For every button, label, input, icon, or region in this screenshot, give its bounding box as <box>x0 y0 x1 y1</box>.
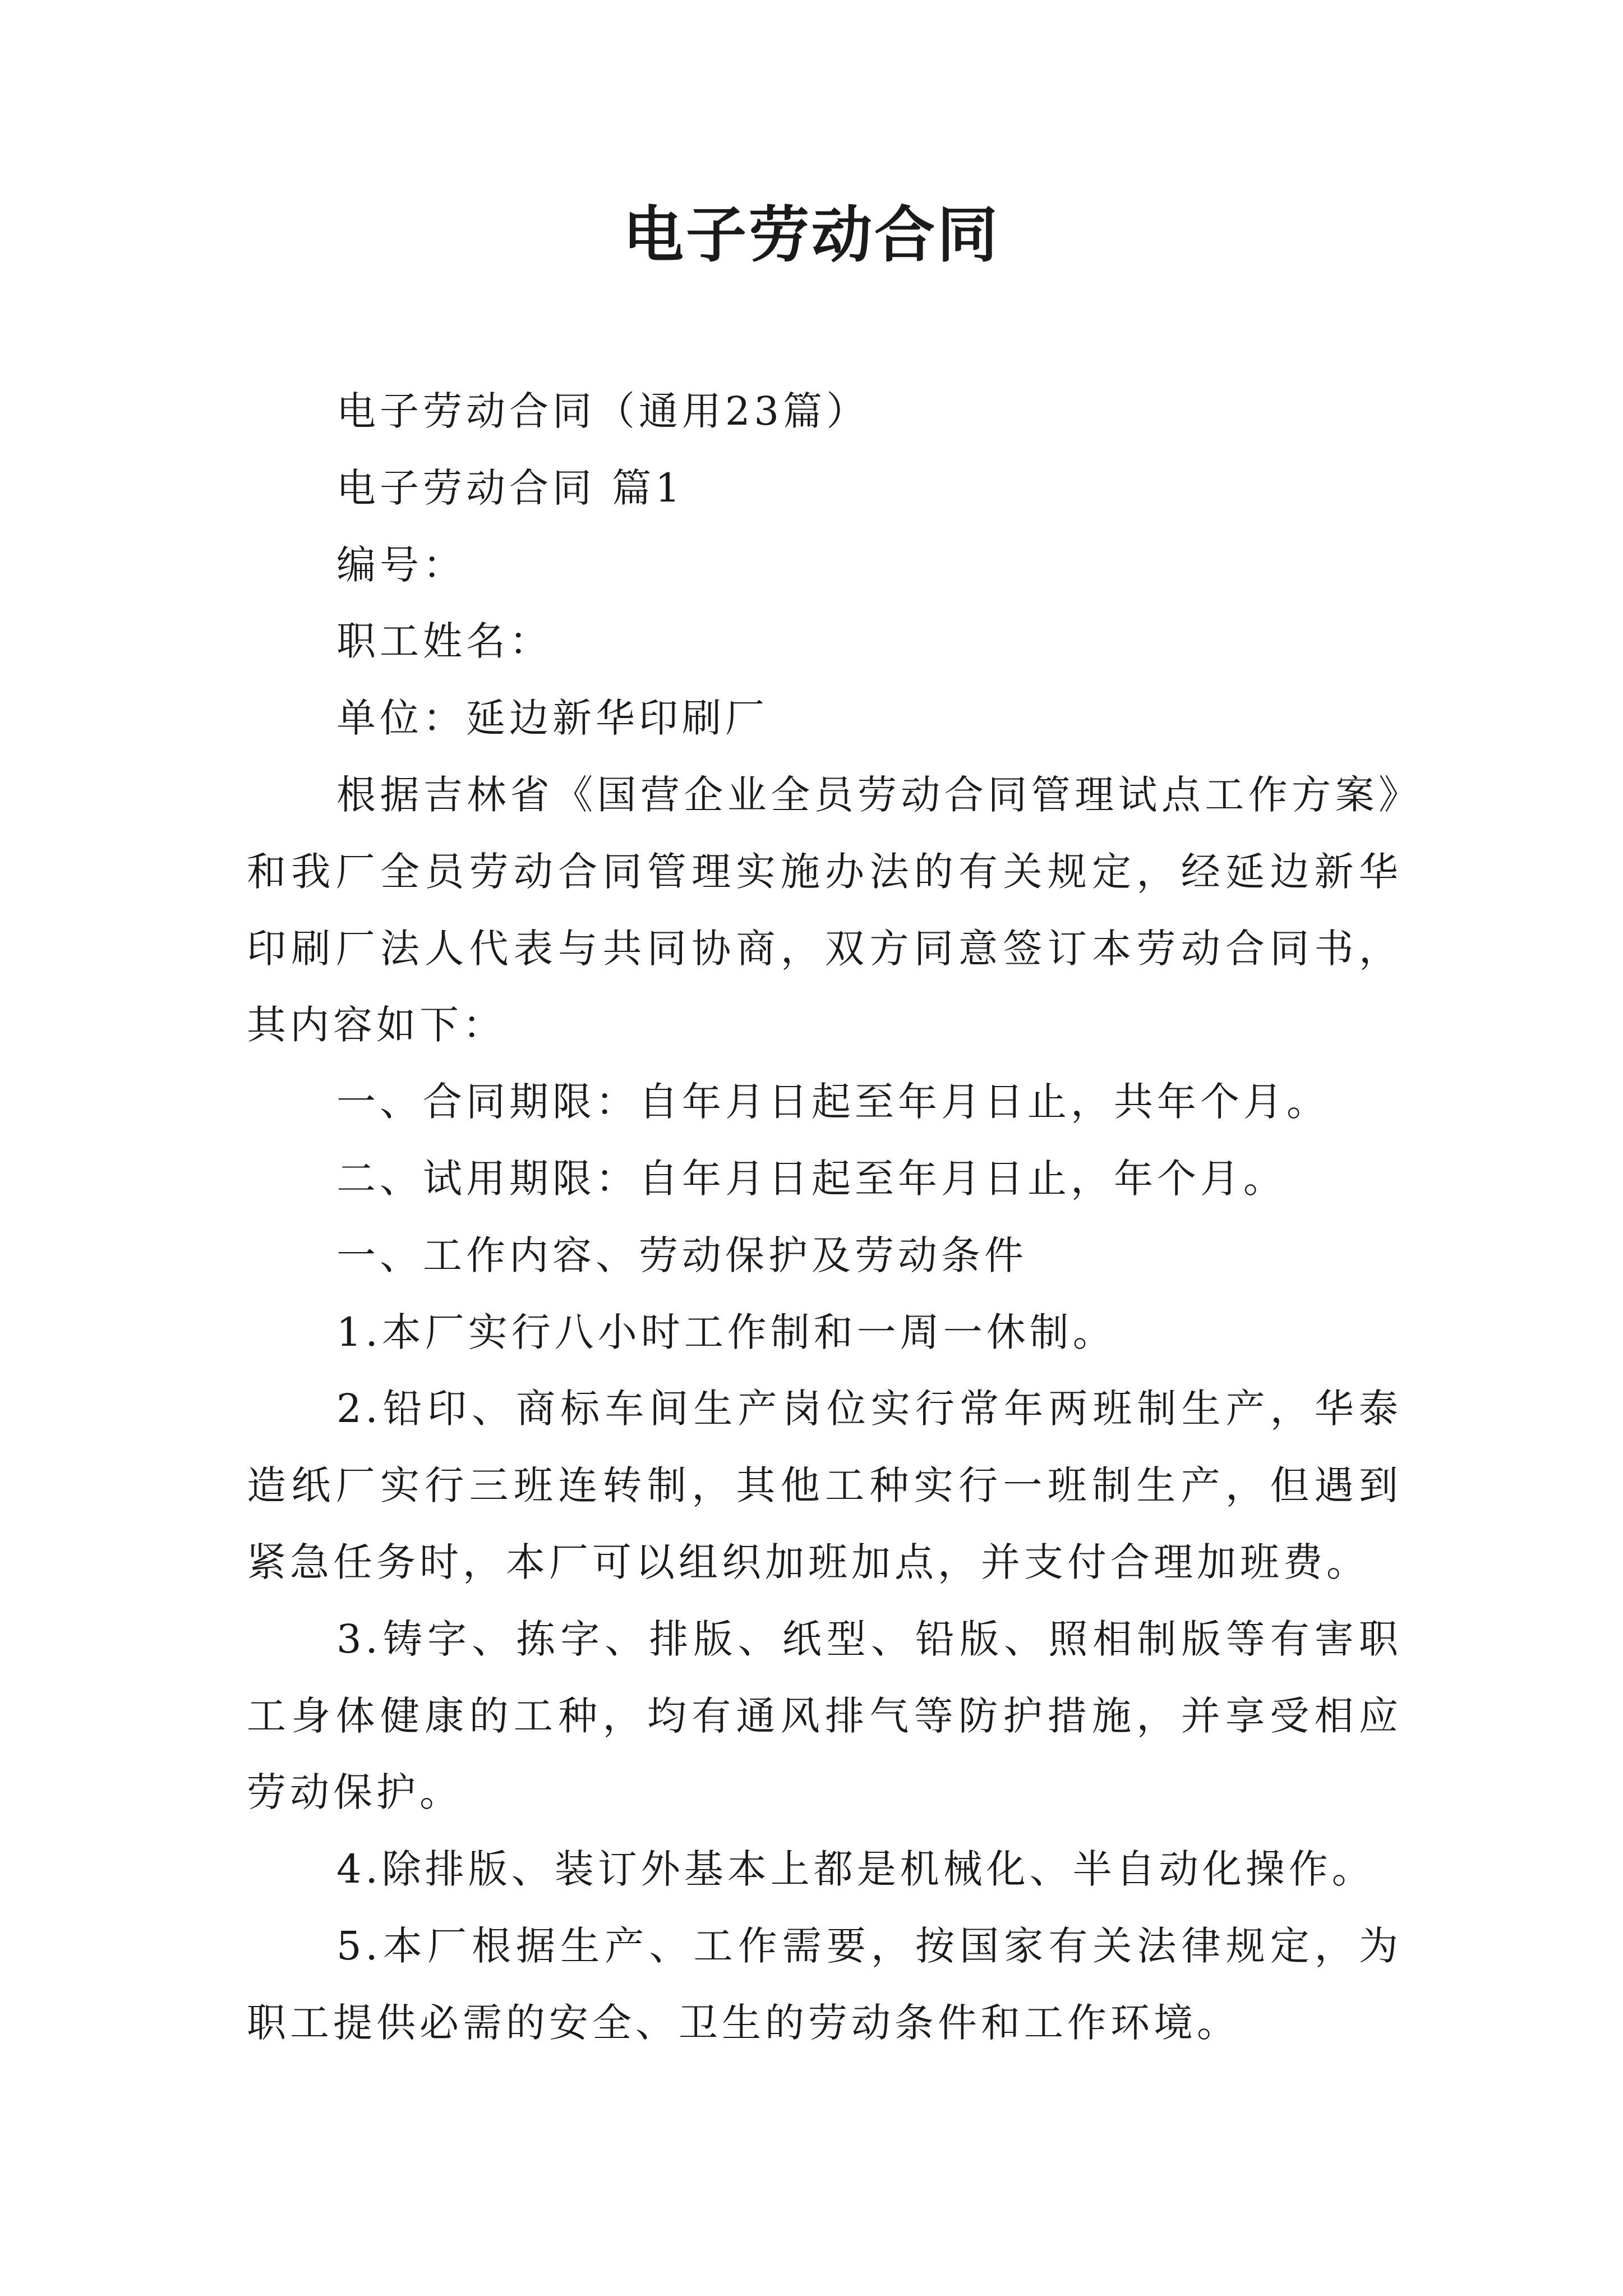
doc-subtitle: 电子劳动合同（通用23篇） <box>336 388 870 434</box>
clause-2: 2.铅印、商标车间生产岗位实行常年两班制生产，华泰造纸厂实行三班连转制，其他工种实行一班制生产，但遇到紧急任务时，本厂可以组织加班加点，并支付合理加班费。 <box>247 1386 1402 1585</box>
clause-4: 4.除排版、装订外基本上都是机械化、半自动化操作。 <box>336 1846 1375 1893</box>
paragraph-preamble: 根据吉林省《国营企业全员劳动合同管理试点工作方案》和我厂全员劳动合同管理实施办法的有关规定，经延边新华印刷厂法人代表与共同协商，双方同意签订本劳动合同书，其内容如下： <box>247 771 1402 1048</box>
document-body <box>247 373 1402 2062</box>
clause-3: 3.铸字、拣字、排版、纸型、铅版、照相制版等有害职工身体健康的工种，均有通风排气等防护措施，并享受相应劳动保护。 <box>247 1616 1402 1816</box>
field-employee-name: 职工姓名： <box>336 618 552 665</box>
document-title: 电子劳动合同 <box>623 200 1000 270</box>
field-number: 编号： <box>336 541 466 588</box>
paragraph-probation-term: 二、试用期限：自年月日起至年月日止，年个月。 <box>336 1155 1287 1202</box>
field-unit: 单位：延边新华印刷厂 <box>336 695 768 742</box>
paragraph-contract-term: 一、合同期限：自年月日起至年月日止，共年个月。 <box>336 1079 1330 1125</box>
section-heading-work: 一、工作内容、劳动保护及劳动条件 <box>336 1232 1027 1278</box>
clause-1: 1.本厂实行八小时工作制和一周一休制。 <box>336 1309 1116 1355</box>
section-heading: 电子劳动合同 篇1 <box>336 464 684 511</box>
clause-5: 5.本厂根据生产、工作需要，按国家有关法律规定，为职工提供必需的安全、卫生的劳动条件和工作环境。 <box>247 1922 1402 2046</box>
